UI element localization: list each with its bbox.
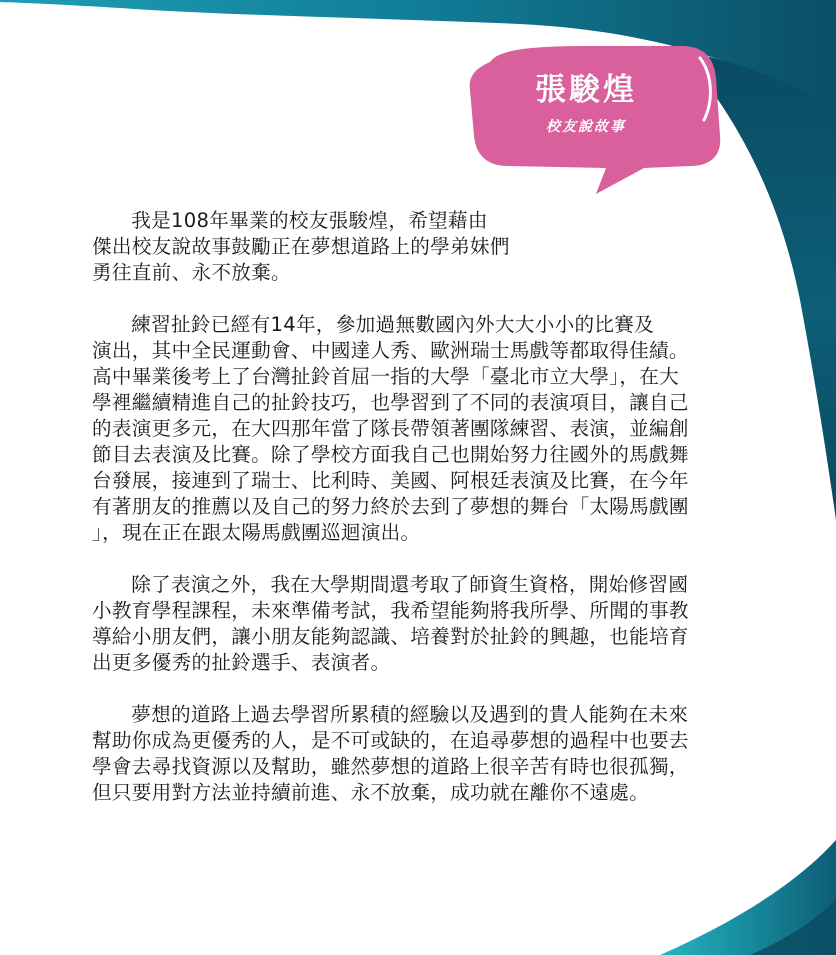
text-line: 傑出校友說故事鼓勵正在夢想道路上的學弟妹們 [92, 235, 510, 258]
text-line: 的表演更多元，在大四那年當了隊長帶領著團隊練習、表演，並編創 [92, 417, 689, 440]
paragraph-teaching [92, 572, 752, 676]
paragraph-advice [92, 702, 752, 806]
text-line: 演出，其中全民運動會、中國達人秀、歐洲瑞士馬戲等都取得佳績。 [92, 339, 689, 362]
text-line: 我是108年畢業的校友張駿煌，希望藉由 [131, 209, 488, 232]
text-line: 勇往直前、永不放棄。 [92, 261, 291, 284]
text-line: 幫助你成為更優秀的人，是不可或缺的，在追尋夢想的過程中也要去 [92, 729, 689, 752]
text-line: 夢想的道路上過去學習所累積的經驗以及遇到的貴人能夠在未來 [131, 703, 689, 726]
text-line: 練習扯鈴已經有14年，參加過無數國內外大大小小的比賽及 [131, 313, 655, 336]
text-line: 有著朋友的推薦以及自己的努力終於去到了夢想的舞台「太陽馬戲團 [92, 495, 689, 518]
text-line: 高中畢業後考上了台灣扯鈴首屈一指的大學「臺北市立大學」，在大 [92, 365, 680, 388]
article-body [92, 208, 752, 806]
title-speech-bubble [468, 44, 724, 196]
text-line: 學裡繼續精進自己的扯鈴技巧，也學習到了不同的表演項目，讓自己 [92, 391, 689, 414]
text-line: 台發展，接連到了瑞士、比利時、美國、阿根廷表演及比賽，在今年 [92, 469, 689, 492]
text-line: 」，現在正在跟太陽馬戲團巡迴演出。 [92, 521, 421, 544]
text-line: 但只要用對方法並持續前進、永不放棄，成功就在離你不遠處。 [92, 781, 650, 804]
text-line: 除了表演之外，我在大學期間還考取了師資生資格，開始修習國 [131, 573, 689, 596]
text-line: 出更多優秀的扯鈴選手、表演者。 [92, 651, 391, 674]
text-line: 導給小朋友們，讓小朋友能夠認識、培養對於扯鈴的興趣，也能培育 [92, 625, 689, 648]
alumni-name: 張駿煌 [535, 72, 637, 108]
paragraph-experience [92, 312, 752, 546]
text-line: 小教育學程課程，未來準備考試，我希望能夠將我所學、所聞的事教 [92, 599, 689, 622]
text-line: 節目去表演及比賽。除了學校方面我自己也開始努力往國外的馬戲舞 [92, 443, 689, 466]
section-subtitle: 校友說故事 [546, 119, 626, 135]
paragraph-intro [92, 208, 752, 286]
text-line: 學會去尋找資源以及幫助，雖然夢想的道路上很辛苦有時也很孤獨， [92, 755, 689, 778]
